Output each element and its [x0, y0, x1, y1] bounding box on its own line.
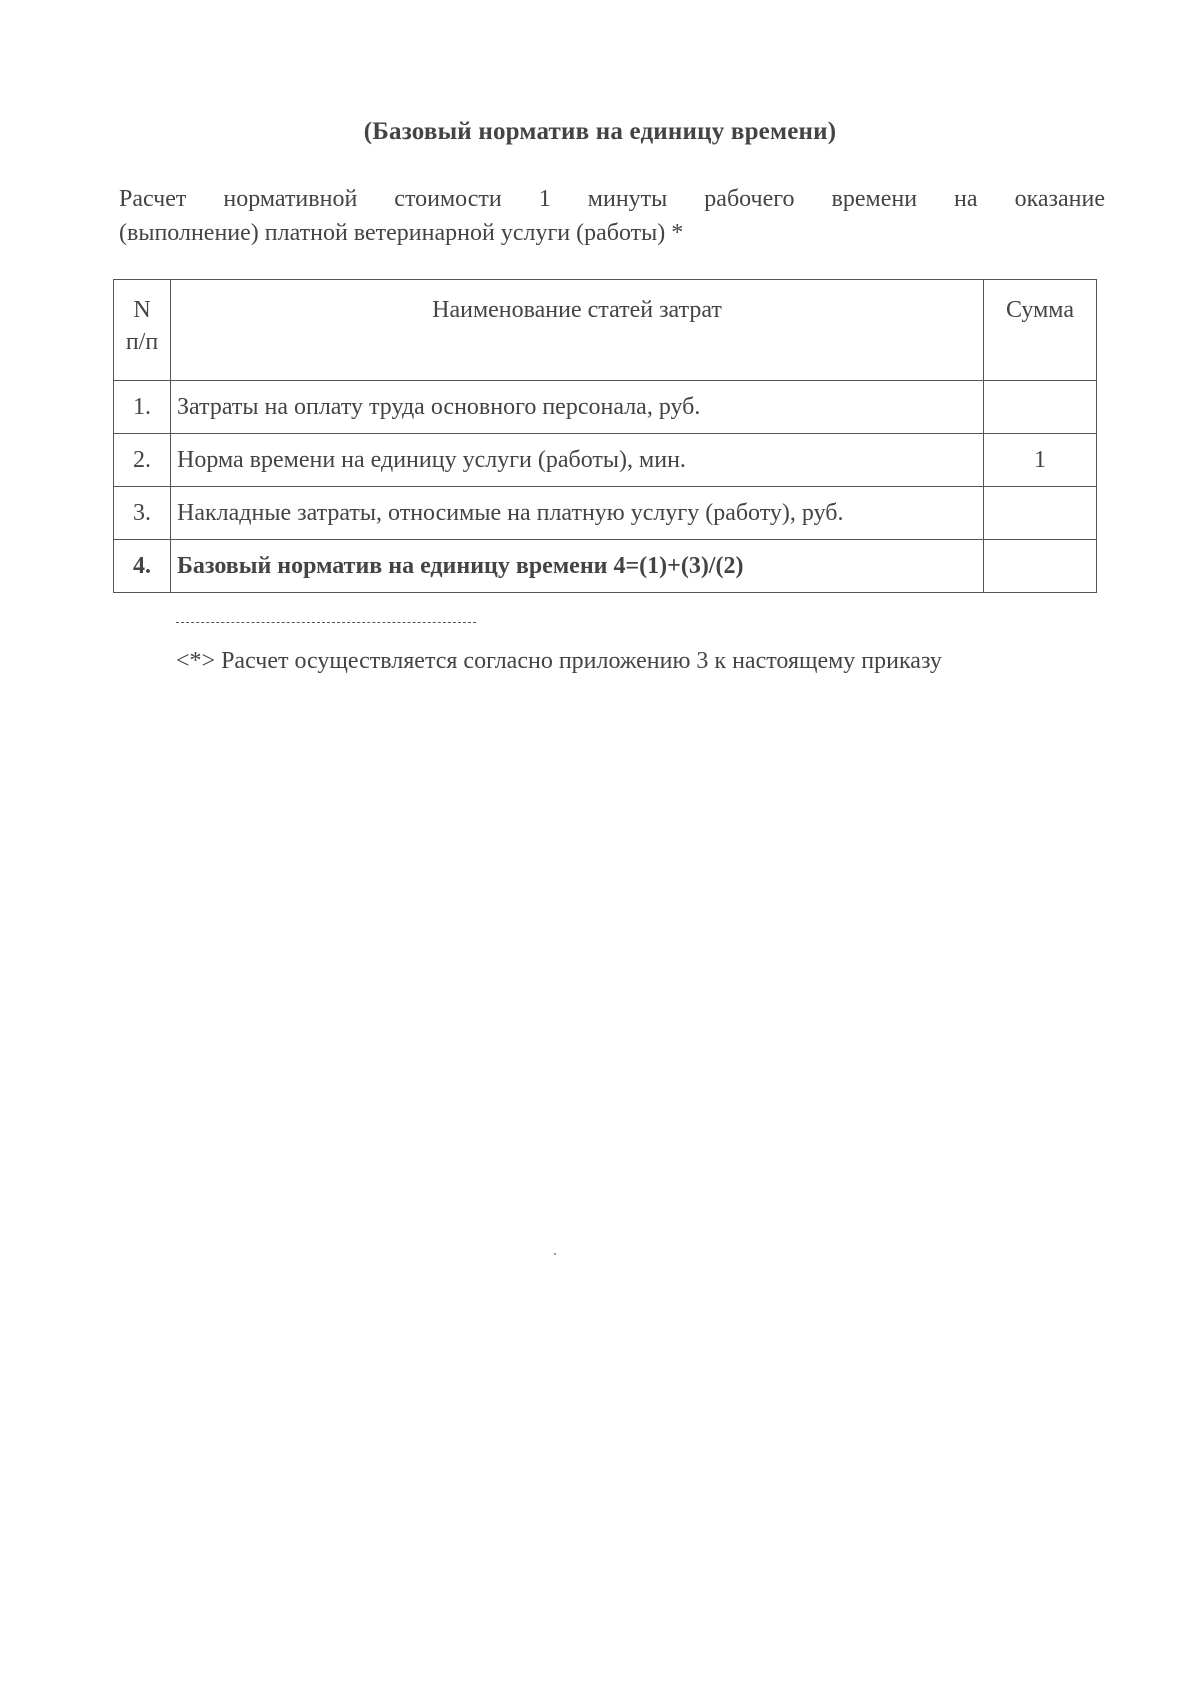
table-row	[114, 381, 1097, 434]
row-name: Накладные затраты, относимые на платную услугу (работу), руб.	[171, 487, 984, 540]
intro-paragraph	[119, 182, 1105, 250]
row-num: 2.	[114, 434, 171, 487]
row-name: Норма времени на единицу услуги (работы), мин.	[171, 434, 984, 487]
row-sum	[984, 381, 1097, 434]
header-name: Наименование статей затрат	[171, 280, 984, 381]
footnote-separator	[176, 622, 476, 623]
row-sum: 1	[984, 434, 1097, 487]
row-sum	[984, 540, 1097, 593]
intro-line-2: (выполнение) платной ветеринарной услуги (работы) *	[119, 220, 684, 246]
header-num	[114, 280, 171, 381]
row-name: Затраты на оплату труда основного персонала, руб.	[171, 381, 984, 434]
scan-speck	[554, 1253, 556, 1255]
row-name: Базовый норматив на единицу времени 4=(1)+(3)/(2)	[171, 540, 984, 593]
table-row-total	[114, 540, 1097, 593]
row-num: 3.	[114, 487, 171, 540]
row-num: 4.	[114, 540, 171, 593]
header-num-line-1: N	[133, 297, 151, 323]
table-row	[114, 487, 1097, 540]
intro-line-1: Расчет нормативной стоимости 1 минуты рабочего времени на оказание	[119, 186, 1105, 212]
row-num: 1.	[114, 381, 171, 434]
header-sum: Сумма	[984, 280, 1097, 381]
header-num-line-2: п/п	[125, 329, 159, 355]
table-row	[114, 434, 1097, 487]
document-title: (Базовый норматив на единицу времени)	[363, 118, 837, 145]
table-header-row	[114, 280, 1097, 381]
cost-table	[113, 279, 1097, 593]
row-sum	[984, 487, 1097, 540]
footnote-text: <*> Расчет осуществляется согласно приложению 3 к настоящему приказу	[176, 648, 942, 674]
